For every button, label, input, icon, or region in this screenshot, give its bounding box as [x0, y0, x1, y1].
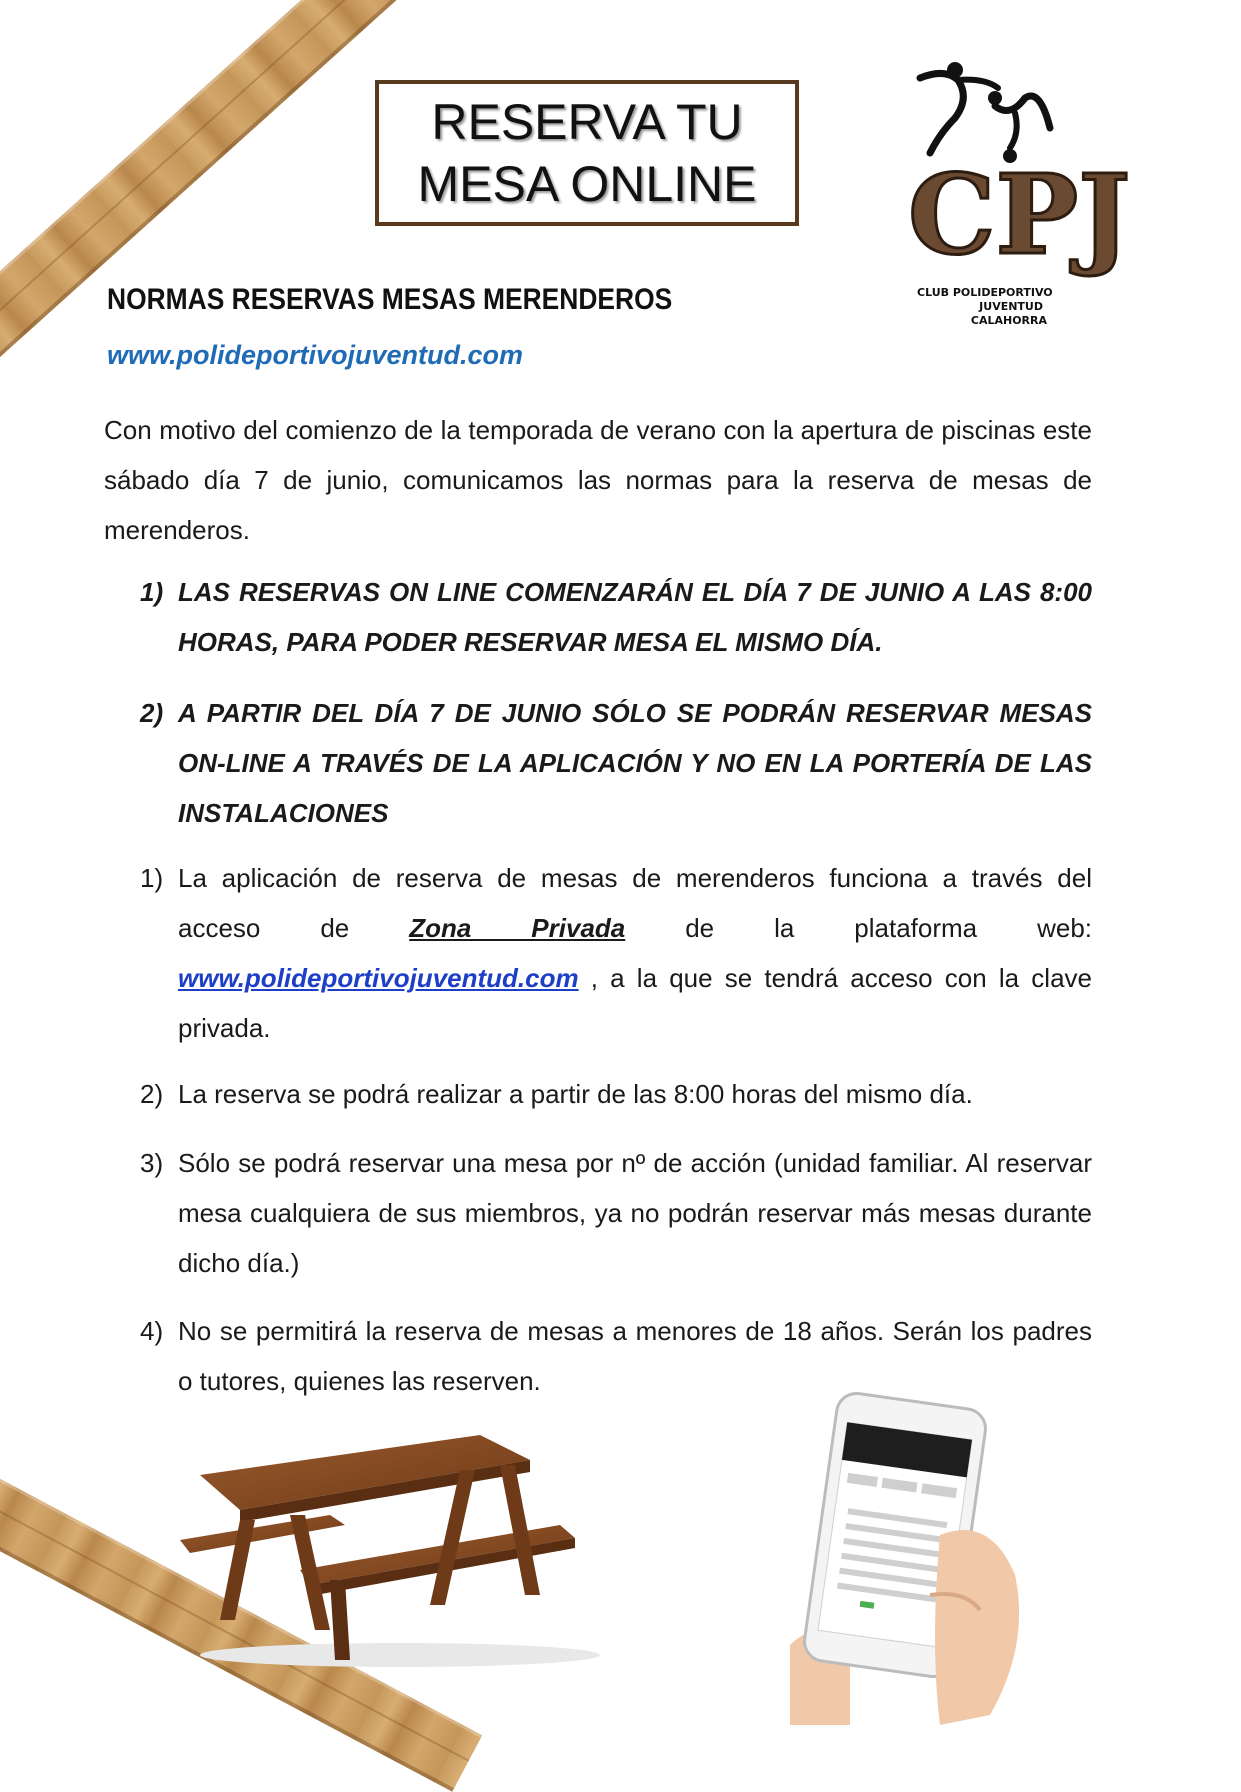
rule-2 — [140, 1069, 1092, 1119]
bold-rule-2 — [140, 688, 1092, 838]
logo-line-2: JUVENTUD — [979, 300, 1043, 313]
logo-line-3: CALAHORRA — [970, 314, 1047, 327]
rule-4 — [140, 1306, 1092, 1406]
rule-number: 3) — [140, 1148, 164, 1178]
phone-app-image — [790, 1395, 1030, 1725]
intro-paragraph: Con motivo del comienzo de la temporada de verano con la apertura de piscinas este sábado día 7 de junio, comunicamos las normas para la reserva de mesas de merenderos. — [104, 415, 1092, 545]
bold-rule-text: LAS RESERVAS ON LINE COMENZARÁN EL DÍA 7 DE JUNIO A LAS 8:00 HORAS, PARA PODER RESERVAR MESA EL MISMO DÍA. — [178, 577, 1092, 657]
bold-rule-1 — [140, 567, 1092, 667]
rule-text: Sólo se podrá reservar una mesa por nº de acción (unidad familiar. Al reservar mesa cualquiera de sus miembros, ya no podrán reservar más mesas durante dicho día.) — [178, 1148, 1092, 1278]
rule-text-after: , a la que se tendrá acceso con la clave privada. — [178, 963, 1092, 1043]
title-line-1: RESERVA TU — [431, 94, 743, 150]
platform-link[interactable]: www.polideportivojuventud.com — [178, 963, 579, 993]
logo-text — [915, 286, 1065, 328]
rule-number: 2) — [140, 1079, 164, 1109]
rule-1 — [140, 853, 1092, 1053]
rule-number: 1) — [140, 863, 164, 893]
title-line-2: MESA ONLINE — [417, 156, 757, 212]
logo-letters: CPJ — [908, 150, 1131, 279]
rule-number: 4) — [140, 1316, 164, 1346]
zona-privada-link[interactable]: Zona Privada — [409, 913, 626, 943]
title-box — [375, 80, 799, 226]
bold-rule-number: 1) — [140, 577, 164, 607]
website-link[interactable]: www.polideportivojuventud.com — [107, 340, 524, 370]
rule-text-middle: de la plataforma web: — [625, 913, 1093, 943]
bold-rule-text: A PARTIR DEL DÍA 7 DE JUNIO SÓLO SE PODRÁN RESERVAR MESAS ON-LINE A TRAVÉS DE LA APLICACIÓN Y NO EN LA PORTERÍA DE LAS INSTALACIONES — [178, 698, 1092, 828]
rule-3 — [140, 1138, 1092, 1288]
rule-text — [178, 853, 1092, 1053]
section-heading: NORMAS RESERVAS MESAS MERENDEROS — [107, 283, 673, 316]
logo-line-1: CLUB POLIDEPORTIVO — [917, 286, 1053, 299]
picnic-table-image — [180, 1420, 610, 1670]
rule-text: La reserva se podrá realizar a partir de las 8:00 horas del mismo día. — [178, 1079, 973, 1109]
rule-text: No se permitirá la reserva de mesas a menores de 18 años. Serán los padres o tutores, quienes las reserven. — [178, 1316, 1092, 1396]
rule-text-before: La aplicación de reserva de mesas de merenderos funciona a través del acceso de — [178, 863, 1092, 943]
bold-rule-number: 2) — [140, 698, 164, 728]
